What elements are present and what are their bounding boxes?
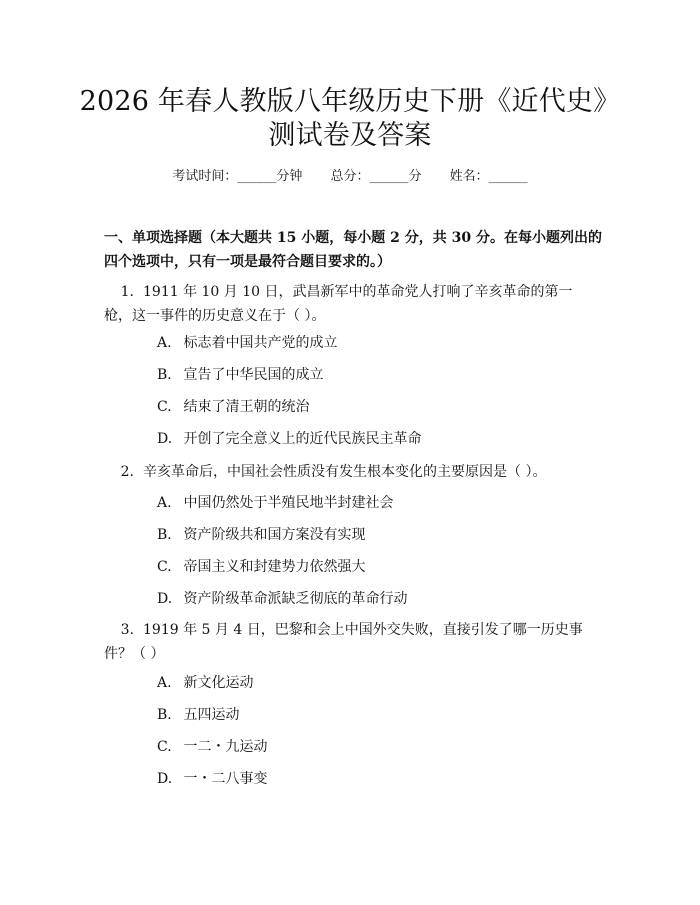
exam-meta xyxy=(0,166,700,188)
option-letter: C. xyxy=(157,559,172,575)
question-number: 2. xyxy=(120,464,134,480)
option-text: 开创了完全意义上的近代民族民主革命 xyxy=(183,431,422,447)
option-text: 结束了清王朝的统治 xyxy=(183,399,310,415)
option-text: 一・二八事变 xyxy=(183,771,268,787)
option xyxy=(157,588,577,610)
section-heading: 一、单项选择题（本大题共 15 小题，每小题 2 分，共 30 分。在每小题列出的四个选项中，只有一项是最符合题目要求的。） xyxy=(104,230,602,270)
option-text: 宣告了中华民国的成立 xyxy=(183,367,324,383)
question-number: 3. xyxy=(120,622,134,638)
option-letter: A. xyxy=(157,675,172,691)
question-text: 1919 年 5 月 4 日，巴黎和会上中国外交失败，直接引发了哪一历史事件？（ ） xyxy=(104,622,583,662)
option xyxy=(157,428,577,450)
option xyxy=(157,704,577,726)
option-text: 五四运动 xyxy=(183,707,240,723)
option-text: 资产阶级共和国方案没有实现 xyxy=(183,527,366,543)
option-letter: A. xyxy=(157,335,172,351)
question-text: 1911 年 10 月 10 日，武昌新军中的革命党人打响了辛亥革命的第一枪，这一事件的历史意义在于（ ）。 xyxy=(104,284,573,324)
option xyxy=(157,524,577,546)
option xyxy=(157,396,577,418)
option-letter: B. xyxy=(157,707,172,723)
option xyxy=(157,736,577,758)
option xyxy=(157,332,577,354)
question-number: 1. xyxy=(120,284,134,300)
option-text: 资产阶级革命派缺乏彻底的革命行动 xyxy=(183,591,408,607)
exam-name-field: 姓名：______ xyxy=(449,169,528,184)
question-1 xyxy=(104,280,600,328)
option-letter: B. xyxy=(157,527,172,543)
option-text: 新文化运动 xyxy=(183,675,254,691)
option-text: 标志着中国共产党的成立 xyxy=(183,335,338,351)
question-text: 辛亥革命后，中国社会性质没有发生根本变化的主要原因是（ ）。 xyxy=(143,464,547,480)
option-letter: B. xyxy=(157,367,172,383)
exam-score-field: 总分：______分 xyxy=(330,169,422,184)
option xyxy=(157,768,577,790)
option xyxy=(157,364,577,386)
option-letter: C. xyxy=(157,739,172,755)
option-letter: D. xyxy=(157,431,173,447)
exam-title-line2: 测试卷及答案 xyxy=(268,120,432,151)
option-letter: D. xyxy=(157,591,173,607)
question-3 xyxy=(104,618,600,666)
option-text: 中国仍然处于半殖民地半封建社会 xyxy=(183,495,394,511)
question-2 xyxy=(104,460,600,484)
exam-time-field: 考试时间：______分钟 xyxy=(172,169,303,184)
option-letter: C. xyxy=(157,399,172,415)
option-letter: A. xyxy=(157,495,172,511)
option xyxy=(157,556,577,578)
option xyxy=(157,672,577,694)
option-text: 一二・九运动 xyxy=(183,739,268,755)
option xyxy=(157,492,577,514)
option-letter: D. xyxy=(157,771,173,787)
option-text: 帝国主义和封建势力依然强大 xyxy=(183,559,366,575)
exam-title-line1: 2026 年春人教版八年级历史下册《近代史》 xyxy=(79,86,621,117)
